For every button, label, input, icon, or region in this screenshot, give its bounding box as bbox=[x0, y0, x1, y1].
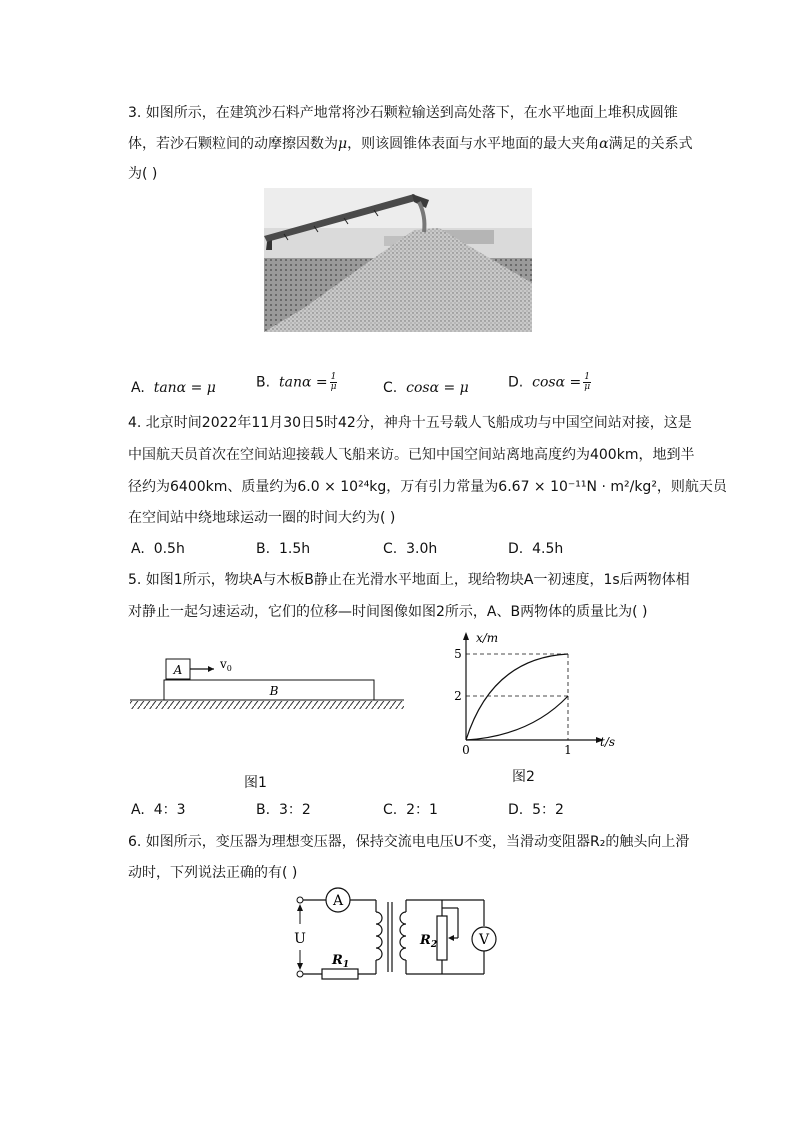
sand-pile-photo bbox=[264, 188, 532, 332]
voltmeter-label: V bbox=[478, 932, 490, 948]
terminal-bottom bbox=[297, 971, 303, 977]
option-text: tanα = bbox=[278, 374, 328, 391]
option-label: B. bbox=[256, 374, 271, 391]
option-label: A. bbox=[131, 541, 145, 557]
option-label: D. bbox=[508, 802, 524, 818]
q4-line-3: 径约为6400km、质量约为6.0 × 10²⁴kg，万有引力常量为6.67 × 10⁻¹¹N · m²/kg²，则航天员 bbox=[128, 479, 727, 495]
curve-a bbox=[466, 654, 568, 740]
figure-1-caption: 图1 bbox=[244, 775, 267, 791]
q6-line-1: 6. 如图所示，变压器为理想变压器，保持交流电电压U不变，当滑动变阻器R₂的触头向上滑 bbox=[128, 834, 690, 850]
option-text: 4：3 bbox=[153, 802, 186, 818]
q3-option-a[interactable] bbox=[131, 379, 216, 397]
fraction bbox=[583, 373, 591, 392]
r2-label: $R_2$ bbox=[420, 933, 438, 950]
q4-line-1: 4. 北京时间2022年11月30日5时42分，神舟十五号载人飞船成功与中国空间站对接，这是 bbox=[128, 415, 692, 431]
q3-line-3: 为( ) bbox=[128, 166, 158, 182]
slider-arrow-icon bbox=[448, 935, 454, 941]
y-axis-label: x/m bbox=[476, 631, 499, 645]
r1-label: $R_1$ bbox=[332, 953, 350, 970]
q5-option-b[interactable] bbox=[256, 801, 311, 819]
option-text: 0.5h bbox=[153, 541, 185, 557]
curve-b bbox=[466, 696, 568, 740]
fraction bbox=[330, 373, 338, 392]
q5-option-d[interactable] bbox=[508, 801, 564, 819]
q3-option-c[interactable] bbox=[383, 379, 469, 397]
rheostat-r2 bbox=[437, 916, 447, 960]
x-axis-label: t/s bbox=[600, 735, 616, 749]
figure-2-caption: 图2 bbox=[512, 769, 535, 785]
q5-line-1: 5. 如图1所示，物块A与木板B静止在光滑水平地面上，现给物块A一初速度，1s后两物体相 bbox=[128, 572, 690, 588]
option-text: 2：1 bbox=[406, 802, 438, 818]
fraction-numerator: 1 bbox=[584, 372, 591, 382]
transformer-circuit bbox=[288, 884, 500, 986]
ammeter-label: A bbox=[332, 893, 344, 909]
q3-line-1: 3. 如图所示，在建筑沙石料产地常将沙石颗粒输送到高处落下，在水平地面上堆积成圆锥 bbox=[128, 105, 678, 121]
resistor-r1 bbox=[322, 969, 358, 979]
q4-line-4: 在空间站中绕地球运动一圈的时间大约为( ) bbox=[128, 510, 396, 526]
q4-option-d[interactable] bbox=[508, 540, 563, 558]
option-text: 1.5h bbox=[278, 541, 311, 557]
fraction-denominator: μ bbox=[584, 382, 591, 392]
option-text: cosα = bbox=[532, 374, 582, 391]
board-b-label: B bbox=[269, 684, 279, 698]
tick-label-0: 0 bbox=[462, 743, 470, 757]
fraction-denominator: μ bbox=[330, 382, 337, 392]
option-text: 4.5h bbox=[532, 541, 564, 557]
q3-option-d[interactable] bbox=[508, 373, 591, 392]
option-label: D. bbox=[508, 374, 524, 391]
option-label: C. bbox=[383, 802, 398, 818]
option-label: C. bbox=[383, 541, 398, 557]
option-text: cosα = μ bbox=[406, 380, 469, 396]
option-label: B. bbox=[256, 541, 271, 557]
option-text: 3.0h bbox=[406, 541, 438, 557]
voltage-arrow-down-icon bbox=[297, 963, 303, 970]
mu-symbol: μ bbox=[338, 136, 348, 152]
tick-label-2: 2 bbox=[454, 689, 462, 703]
option-label: A. bbox=[131, 380, 145, 396]
voltage-arrow-up-icon bbox=[297, 904, 303, 911]
option-text: tanα = μ bbox=[153, 380, 216, 396]
q3-line-2-part-a: 体，若沙石颗粒间的动摩擦因数为 bbox=[128, 136, 338, 152]
q5-option-c[interactable] bbox=[383, 801, 438, 819]
ground-hatch bbox=[130, 701, 404, 709]
v0-label: $v_0$ bbox=[220, 657, 232, 673]
option-label: B. bbox=[256, 802, 271, 818]
figure-1-block-board bbox=[128, 650, 408, 720]
q4-option-b[interactable] bbox=[256, 540, 310, 558]
q4-line-2: 中国航天员首次在空间站迎接载人飞船来访。已知中国空间站离地高度约为400km，地到半 bbox=[128, 447, 695, 463]
secondary-coil bbox=[400, 912, 406, 960]
alpha-symbol: α bbox=[599, 136, 609, 152]
y-axis-arrow-icon bbox=[463, 632, 469, 640]
fraction-numerator: 1 bbox=[330, 372, 337, 382]
q4-option-a[interactable] bbox=[131, 540, 185, 558]
tick-label-1: 1 bbox=[564, 743, 572, 757]
option-text: 5：2 bbox=[532, 802, 564, 818]
q3-line-2 bbox=[128, 135, 693, 153]
tick-label-5: 5 bbox=[454, 647, 462, 661]
q4-option-c[interactable] bbox=[383, 540, 437, 558]
q3-line-2-part-c: 满足的关系式 bbox=[608, 136, 693, 152]
terminal-top bbox=[297, 897, 303, 903]
primary-coil bbox=[376, 912, 382, 960]
option-text: 3：2 bbox=[278, 802, 311, 818]
option-label: A. bbox=[131, 802, 145, 818]
block-a-label: A bbox=[173, 663, 183, 677]
q5-line-2: 对静止一起匀速运动，它们的位移—时间图像如图2所示，A、B两物体的质量比为( ) bbox=[128, 604, 648, 620]
voltage-label: U bbox=[294, 931, 306, 947]
arrow-head-icon bbox=[208, 666, 214, 672]
q5-option-a[interactable] bbox=[131, 801, 186, 819]
q3-option-b[interactable] bbox=[256, 373, 337, 392]
figure-2-xt-graph bbox=[440, 628, 620, 760]
option-label: D. bbox=[508, 541, 524, 557]
q6-line-2: 动时，下列说法正确的有( ) bbox=[128, 865, 298, 881]
option-label: C. bbox=[383, 380, 398, 396]
q3-line-2-part-b: ，则该圆锥体表面与水平地面的最大夹角 bbox=[347, 136, 600, 152]
